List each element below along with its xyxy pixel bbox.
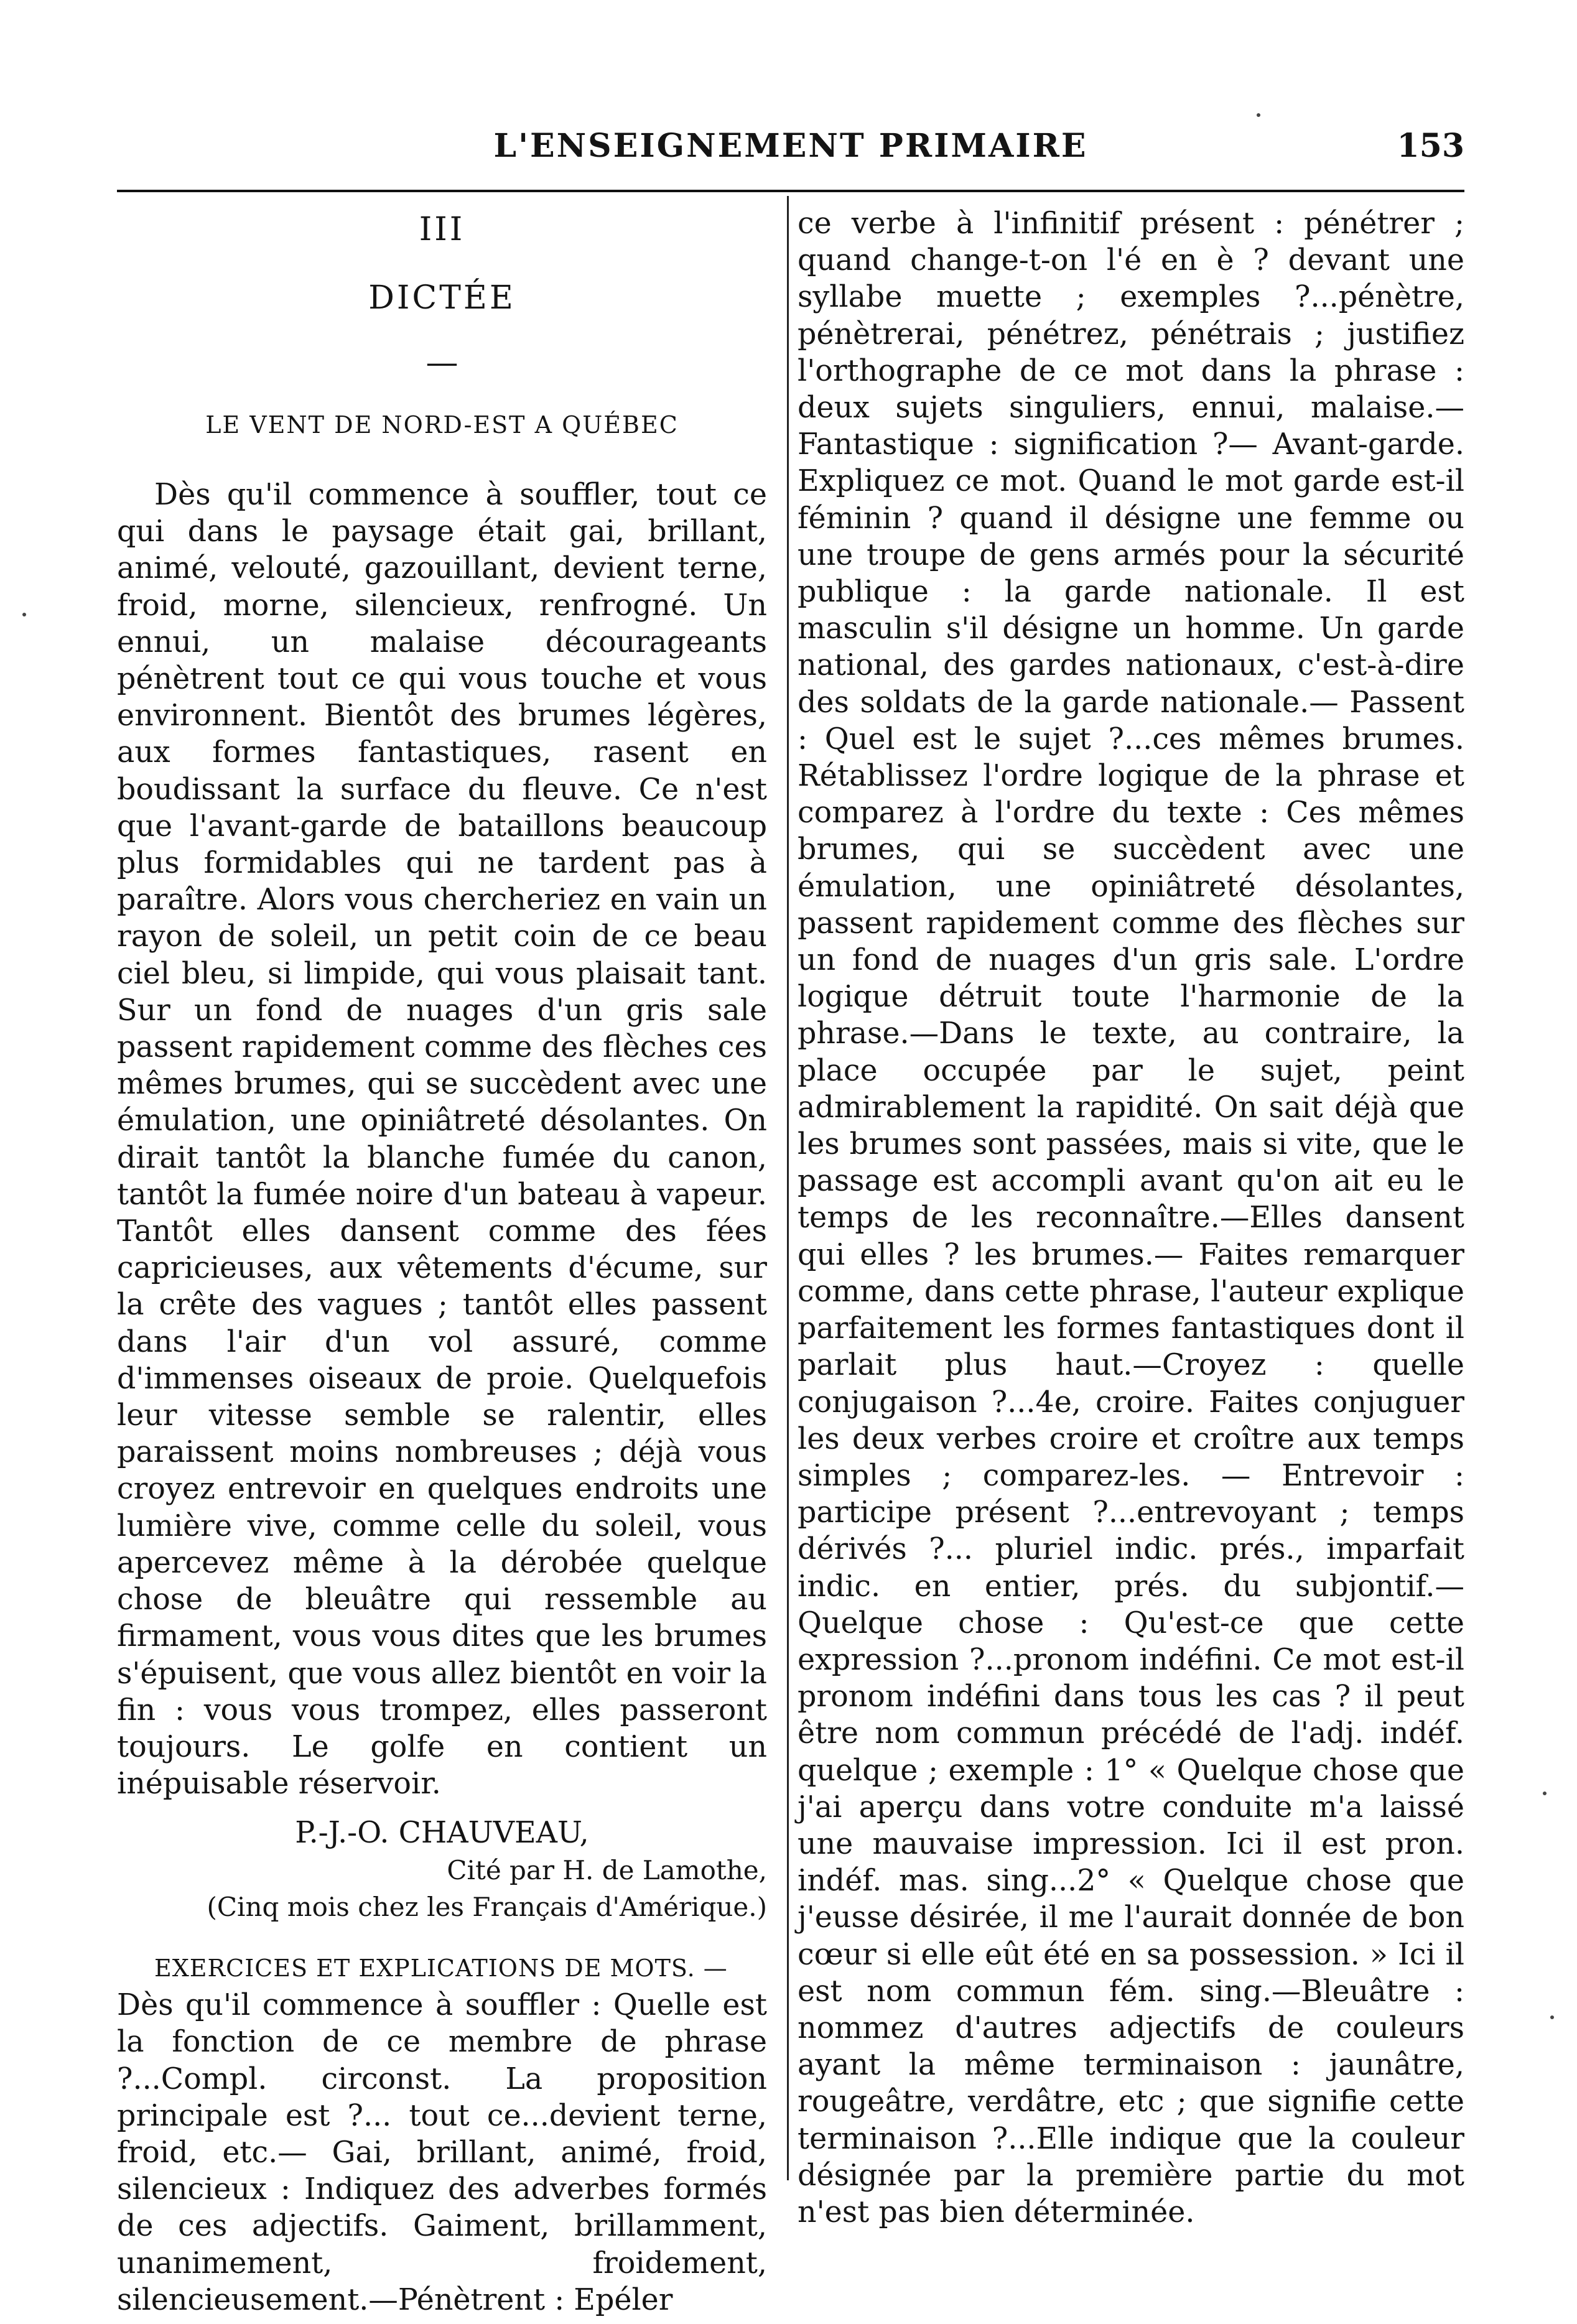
scan-speck <box>1257 113 1260 117</box>
right-column <box>798 205 1464 2231</box>
exercises-heading: EXERCICES ET EXPLICATIONS DE MOTS. — <box>154 1954 728 1982</box>
left-column <box>117 205 767 2318</box>
section-title: DICTÉE <box>368 279 516 317</box>
header-rule <box>117 190 1464 192</box>
source-title: (Cinq mois chez les Français d'Amérique.) <box>207 1891 767 1922</box>
column-divider <box>787 196 789 2180</box>
dictation-subtitle: LE VENT DE NORD-EST A QUÉBEC <box>205 411 679 439</box>
scan-speck <box>1550 2015 1554 2019</box>
exercises-text-left: Dès qu'il commence à souffler : Quelle est la fonction de ce membre de phrase ?...Compl. circonst. La proposition principale est ?... tout ce...devient terne, froid, etc.— Gai, brillant, animé, froid, silencieux : Indiquez des adverbes formés de ces adjectifs. Gaiment, brillamment, unanimement, froidement, silencieusement.—Pénètrent : Epéler <box>117 1988 767 2317</box>
author-signature: P.-J.-O. CHAUVEAU, <box>295 1816 589 1851</box>
source-line: Cité par H. de Lamothe, <box>447 1854 767 1885</box>
page-number: 153 <box>1397 127 1464 165</box>
running-head <box>117 116 1464 172</box>
section-number: III <box>419 211 465 248</box>
exercises-text-right: ce verbe à l'infinitif présent : pénétrer ; quand change-t-on l'é en è ? devant une syllabe muette ; exemples ?...pénètre, pénètrerai, pénétrez, pénétrais ; justifiez l'orthographe de ce mot dans la phrase : deux sujets singuliers, ennui, malaise.—Fantastique : signification ?— Avant-garde. Expliquez ce mot. Quand le mot garde est-il féminin ? quand il désigne une femme ou une troupe de gens armés pour la sécurité publique : la garde nationale. Il est masculin s'il désigne un homme. Un garde national, des gardes nationaux, c'est-à-dire des soldats de la garde nationale.— Passent : Quel est le sujet ?...ces mêmes brumes. Rétablissez l'ordre logique de la phrase et comparez à l'ordre du texte : Ces mêmes brumes, qui se succèdent avec une émulation, une opiniâtreté désolantes, passent rapidement comme des flèches sur un fond de nuages d'un gris sale. L'ordre logique détruit toute l'harmonie de la phrase.—Dans le texte, au contraire, la place occupée par le sujet, peint admirablement la rapidité. On sait déjà que les brumes sont passées, mais si vite, que le passage est accompli avant qu'on ait eu le temps de les reconnaître.—Elles dansent qui elles ? les brumes.— Faites remarquer comme, dans cette phrase, l'auteur explique parfaitement les formes fantastiques dont il parlait plus haut.—Croyez : quelle conjugaison ?...4e, croire. Faites conjuguer les deux verbes croire et croître aux temps simples ; comparez-les. — Entrevoir : participe présent ?...entrevoyant ; temps dérivés ?... pluriel indic. prés., imparfait indic. en entier, prés. du subjontif.—Quelque chose : Qu'est-ce que cette expression ?...pronom indéfini. Ce mot est-il pronom indéfini dans tous les cas ? il peut être nom commun précédé de l'adj. indéf. quelque ; exemple : 1° « Quelque chose que j'ai aperçu dans votre conduite m'a laissé une mauvaise impression. Ici il est pron. indéf. mas. sing...2° « Quelque chose que j'eusse désirée, il me l'aurait donnée de bon cœur si elle eût été en sa possession. » Ici il est nom commun fém. sing.—Bleuâtre : nommez d'autres adjectifs de couleurs ayant la même terminaison : jaunâtre, rougeâtre, verdâtre, etc ; que signifie cette terminaison ?...Elle indique que la couleur désignée par la première partie du mot n'est pas bien déterminée. <box>798 207 1464 2229</box>
running-title: L'ENSEIGNEMENT PRIMAIRE <box>493 127 1088 165</box>
dictation-text: Dès qu'il commence à souffler, tout ce qui dans le paysage était gai, brillant, animé, velouté, gazouillant, devient terne, froid, morne, silencieux, renfrogné. Un ennui, un malaise décourageants pénètrent tout ce qui vous touche et vous environnent. Bientôt des brumes légères, aux formes fantastiques, rasent en boudissant la surface du fleuve. Ce n'est que l'avant-garde de bataillons beaucoup plus formidables qui ne tardent pas à paraître. Alors vous chercheriez en vain un rayon de soleil, un petit coin de ce beau ciel bleu, si limpide, qui vous plaisait tant. Sur un fond de nuages d'un gris sale passent rapidement comme des flèches ces mêmes brumes, qui se succèdent avec une émulation, une opiniâtreté désolantes. On dirait tantôt la blanche fumée du canon, tantôt la fumée noire d'un bateau à vapeur. Tantôt elles dansent comme des fées capricieuses, aux vêtements d'écume, sur la crête des vagues ; tantôt elles passent dans l'air d'un vol assuré, comme d'immenses oiseaux de proie. Quelquefois leur vitesse semble se ralentir, elles paraissent moins nombreuses ; déjà vous croyez entrevoir en quelques endroits une lumière vive, comme celle du soleil, vous apercevez même à la dérobée quelque chose de bleuâtre qui ressemble au firmament, vous vous dites que les brumes s'épuisent, que vous allez bientôt en voir la fin : vous vous trompez, elles passeront toujours. Le golfe en contient un inépuisable réservoir. <box>117 478 767 1801</box>
scan-speck <box>22 613 26 616</box>
section-dash: — <box>426 344 458 381</box>
scan-speck <box>1543 1792 1547 1795</box>
